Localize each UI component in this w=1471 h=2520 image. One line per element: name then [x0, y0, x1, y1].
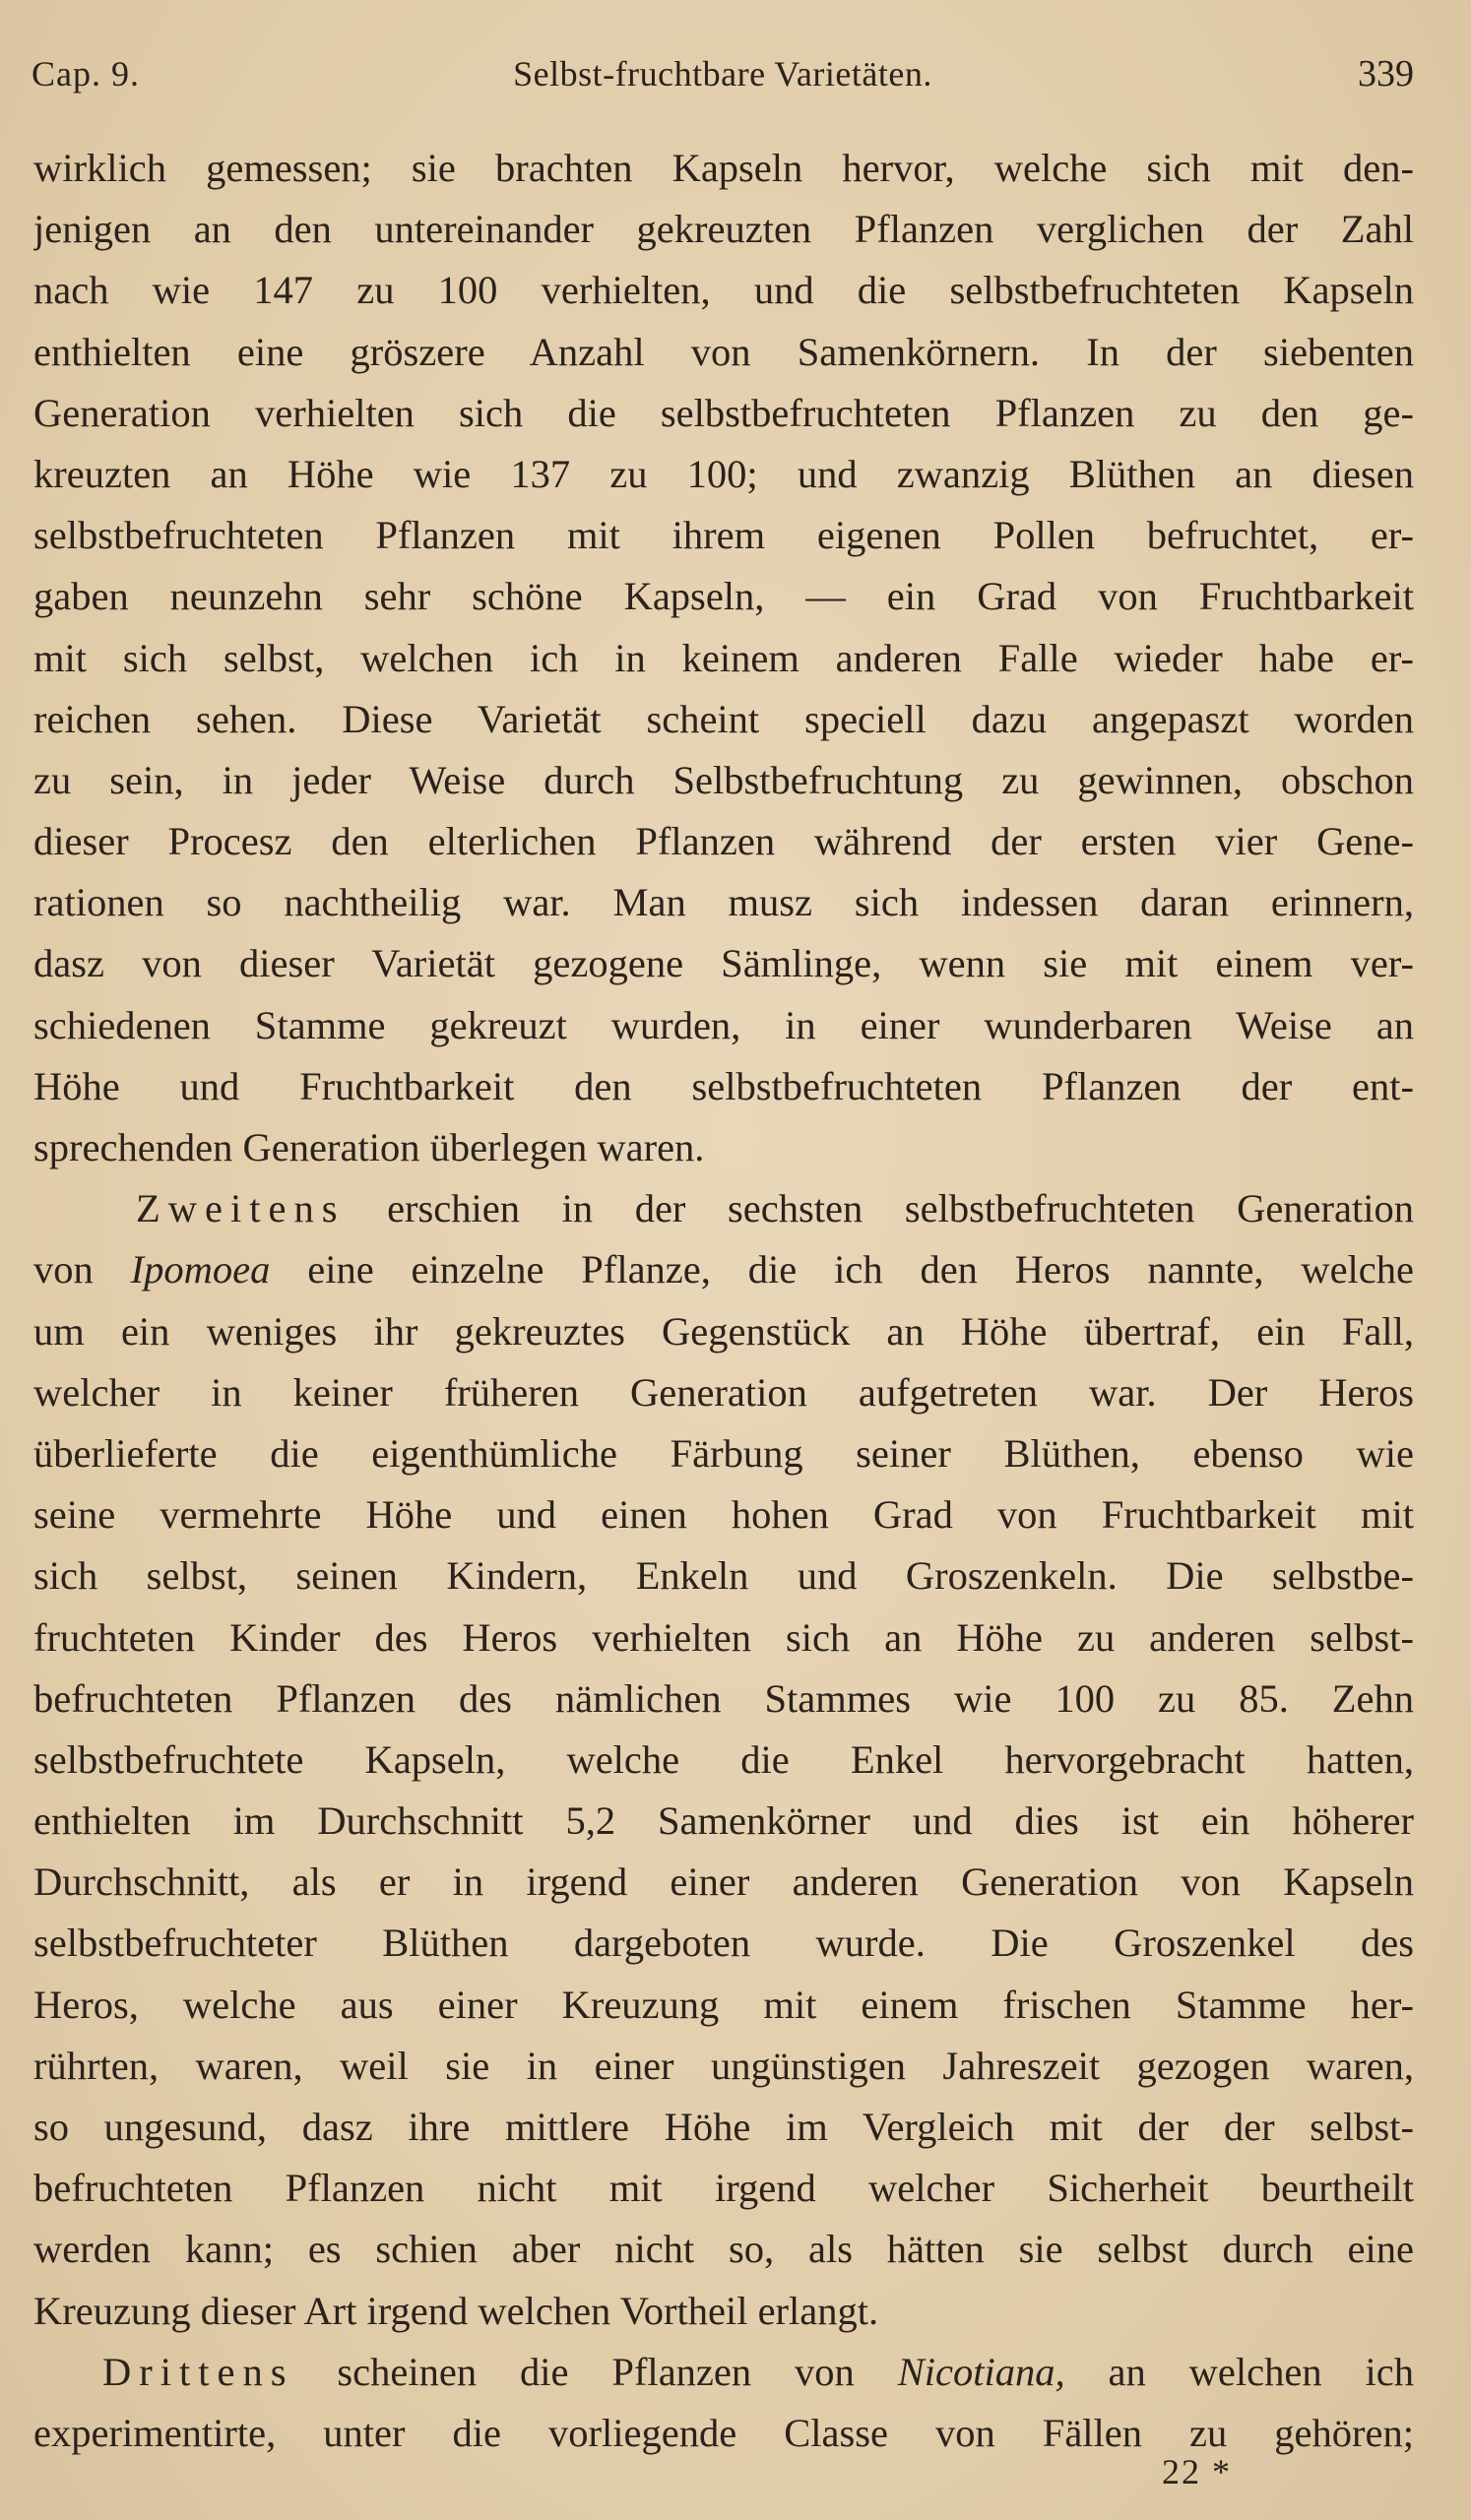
text-line: rationen so nachtheilig war. Man musz sich indessen daran erinnern,	[33, 880, 1414, 925]
text-line: überlieferte die eigenthümliche Färbung seiner Blüthen, ebenso wie	[33, 1430, 1414, 1476]
text-line: Heros, welche aus einer Kreuzung mit einem frischen Stamme her-	[33, 1982, 1414, 2027]
genus-ipomoea: Ipomoea	[130, 1247, 271, 1292]
chapter-label: Cap. 9.	[32, 54, 140, 94]
text-line: nach wie 147 zu 100 verhielten, und die selbstbefruchteten Kapseln	[33, 268, 1414, 313]
text-line: so ungesund, dasz ihre mittlere Höhe im Vergleich mit der der selbst-	[33, 2105, 1414, 2149]
text-line: fruchteten Kinder des Heros verhielten sich an Höhe zu anderen selbst-	[33, 1614, 1414, 1660]
text-line: kreuzten an Höhe wie 137 zu 100; und zwanzig Blüthen an diesen	[33, 451, 1414, 496]
emphasis-zweitens: Zweitens	[136, 1186, 346, 1231]
paragraph-last-line: Kreuzung dieser Art irgend welchen Vortheil erlangt.	[33, 2288, 879, 2333]
paragraph-last-line: sprechenden Generation überlegen waren.	[33, 1125, 705, 1169]
signature-mark: 22 *	[1162, 2452, 1232, 2491]
page-number: 339	[1358, 53, 1414, 94]
text-line: Höhe und Fruchtbarkeit den selbstbefruchteten Pflanzen der ent-	[33, 1063, 1414, 1108]
text-line: werden kann; es schien aber nicht so, als hätten sie selbst durch eine	[33, 2227, 1414, 2272]
text-line: selbstbefruchtete Kapseln, welche die Enkel hervorgebracht hatten,	[33, 1736, 1414, 1782]
text-line: befruchteten Pflanzen nicht mit irgend welcher Sicherheit beurtheilt	[33, 2166, 1414, 2211]
text-line: enthielten im Durchschnitt 5,2 Samenkörner und dies ist ein höherer	[33, 1798, 1414, 1844]
text-line: jenigen an den untereinander gekreuzten Pflanzen verglichen der Zahl	[33, 207, 1414, 252]
text-line: schiedenen Stamme gekreuzt wurden, in einer wunderbaren Weise an	[33, 1002, 1414, 1047]
text-line: dasz von dieser Varietät gezogene Sämlinge, wenn sie mit einem ver-	[33, 941, 1414, 986]
text-line: welcher in keiner früheren Generation aufgetreten war. Der Heros	[33, 1369, 1414, 1415]
text-line: wirklich gemessen; sie brachten Kapseln hervor, welche sich mit den-	[33, 146, 1414, 190]
text-line: selbstbefruchteter Blüthen dargeboten wurde. Die Groszenkel des	[33, 1921, 1414, 1966]
running-header	[32, 49, 1414, 98]
paragraph-first-line: Drittens scheinen die Pflanzen von Nicotiana, an welchen ich	[102, 2349, 1414, 2394]
running-title: Selbst-fruchtbare Varietäten.	[513, 54, 932, 94]
text-line: seine vermehrte Höhe und einen hohen Grad von Fruchtbarkeit mit	[33, 1492, 1414, 1538]
text-line: mit sich selbst, welchen ich in keinem anderen Falle wieder habe er-	[33, 635, 1414, 680]
text-line: rührten, waren, weil sie in einer ungünstigen Jahreszeit gezogen waren,	[33, 2043, 1414, 2088]
paragraph-first-line: Zweitens erschien in der sechsten selbstbefruchteten Generation	[136, 1186, 1414, 1231]
text-line: experimentirte, unter die vorliegende Classe von Fällen zu gehören;	[33, 2410, 1414, 2455]
body-text	[33, 138, 1414, 2464]
text-line: befruchteten Pflanzen des nämlichen Stammes wie 100 zu 85. Zehn	[33, 1675, 1414, 1721]
text-line: um ein weniges ihr gekreuztes Gegenstück an Höhe übertraf, ein Fall,	[33, 1308, 1414, 1354]
text-line: Durchschnitt, als er in irgend einer anderen Generation von Kapseln	[33, 1859, 1414, 1905]
text-line: enthielten eine gröszere Anzahl von Samenkörnern. In der siebenten	[33, 329, 1414, 374]
text-line: dieser Procesz den elterlichen Pflanzen während der ersten vier Gene-	[33, 819, 1414, 864]
text-line: reichen sehen. Diese Varietät scheint speciell dazu angepaszt worden	[33, 696, 1414, 741]
text-line: gaben neunzehn sehr schöne Kapseln, — ein Grad von Fruchtbarkeit	[33, 574, 1414, 619]
text-line: selbstbefruchteten Pflanzen mit ihrem eigenen Pollen befruchtet, er-	[33, 513, 1414, 558]
text-line: sich selbst, seinen Kindern, Enkeln und Groszenkeln. Die selbstbe-	[33, 1553, 1414, 1599]
text-line: Generation verhielten sich die selbstbefruchteten Pflanzen zu den ge-	[33, 390, 1414, 435]
text-line: zu sein, in jeder Weise durch Selbstbefruchtung zu gewinnen, obschon	[33, 757, 1414, 802]
genus-nicotiana: Nicotiana,	[897, 2349, 1065, 2394]
text-line: von Ipomoea eine einzelne Pflanze, die ich den Heros nannte, welche	[33, 1247, 1414, 1292]
emphasis-drittens: Drittens	[102, 2349, 294, 2394]
